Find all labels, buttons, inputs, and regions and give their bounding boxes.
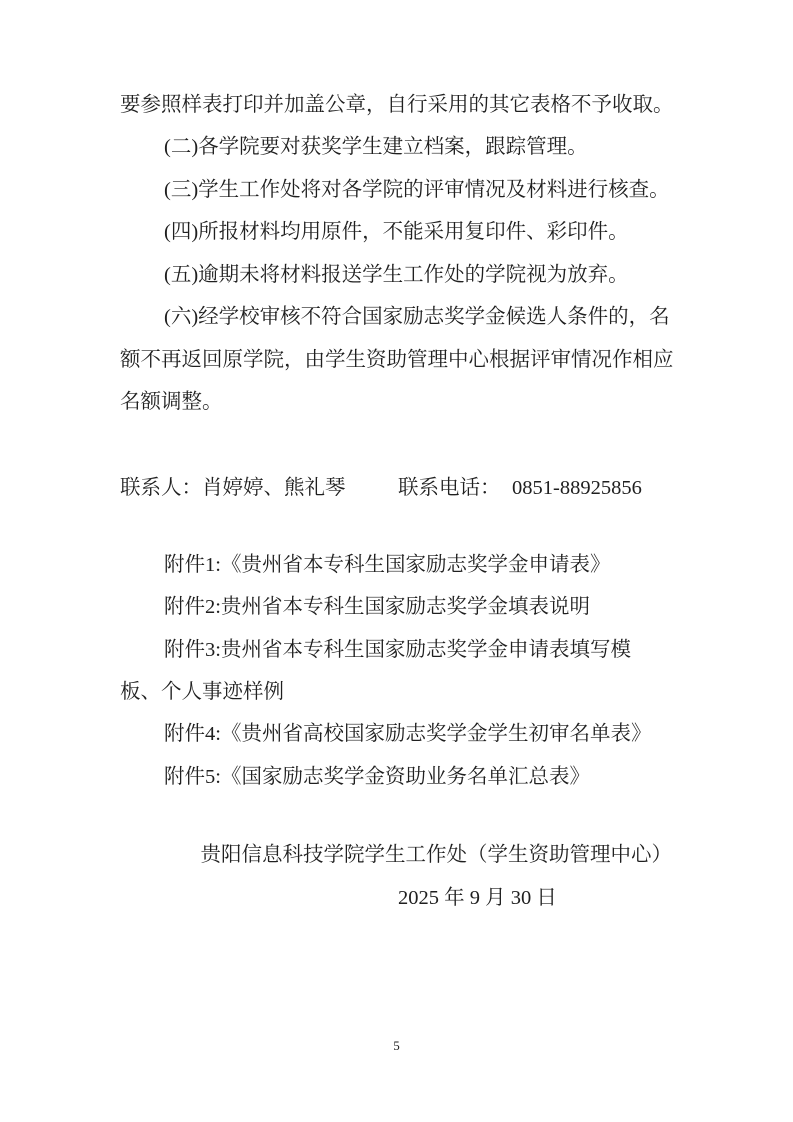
list-item-2: (二)各学院要对获奖学生建立档案，跟踪管理。 — [164, 136, 588, 158]
attachment-item-3-line-1: 附件3:贵州省本专科生国家励志奖学金申请表填写模 — [164, 639, 631, 661]
contact-phone-label: 联系电话： — [398, 477, 501, 499]
contact-persons: 肖婷婷、熊礼琴 — [202, 477, 346, 499]
attachment-item-3-line-2: 板、个人事迹样例 — [120, 681, 284, 703]
page-number: 5 — [393, 1038, 400, 1053]
attachment-item-4: 附件4:《贵州省高校国家励志奖学金学生初审名单表》 — [164, 723, 652, 745]
list-item-6-line-2: 额不再返回原学院，由学生资助管理中心根据评审情况作相应 — [120, 349, 674, 371]
list-item-6-line-3: 名额调整。 — [120, 391, 223, 413]
list-item-6-line-1: (六)经学校审核不符合国家励志奖学金候选人条件的，名 — [164, 306, 670, 328]
attachment-item-2: 附件2:贵州省本专科生国家励志奖学金填表说明 — [164, 596, 590, 618]
list-item-3: (三)学生工作处将对各学院的评审情况及材料进行核查。 — [164, 179, 670, 201]
attachment-item-1: 附件1:《贵州省本专科生国家励志奖学金申请表》 — [164, 554, 611, 576]
list-item-5: (五)逾期未将材料报送学生工作处的学院视为放弃。 — [164, 264, 629, 286]
contact-line — [120, 476, 642, 501]
signature-date: 2025 年 9 月 30 日 — [398, 887, 557, 909]
attachment-item-5: 附件5:《国家励志奖学金资助业务名单汇总表》 — [164, 766, 590, 788]
contact-person-label: 联系人： — [120, 477, 202, 499]
list-item-4: (四)所报材料均用原件，不能采用复印件、彩印件。 — [164, 221, 629, 243]
body-line-continuation: 要参照样表打印并加盖公章，自行采用的其它表格不予收取。 — [120, 94, 674, 116]
contact-phone-number: 0851-88925856 — [512, 477, 642, 499]
signature-issuer: 贵阳信息科技学院学生工作处（学生资助管理中心） — [200, 844, 672, 866]
